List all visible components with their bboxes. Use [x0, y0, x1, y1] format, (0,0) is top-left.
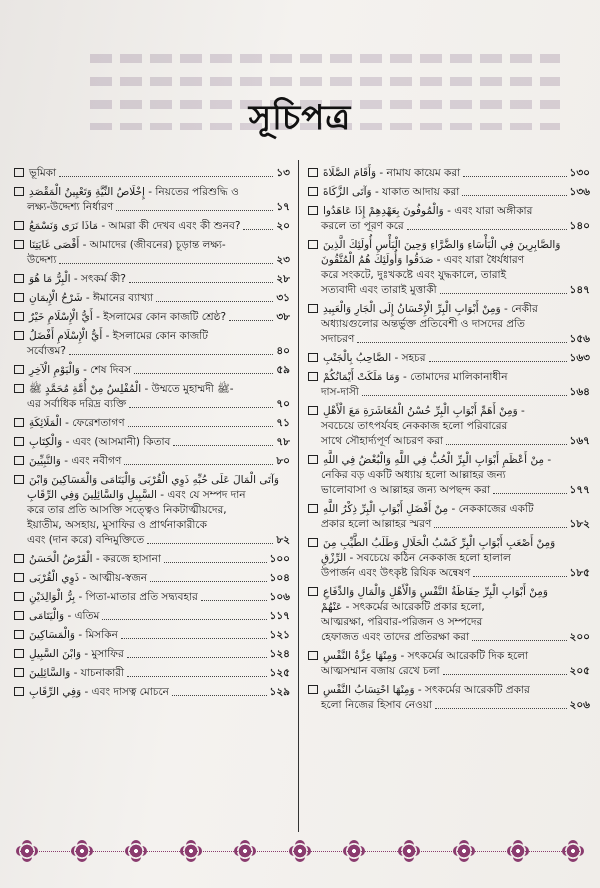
checkbox-square-icon	[308, 504, 318, 513]
toc-entry	[308, 585, 590, 645]
toc-entry-text: وَفِي الرِّقَابِ - এবং দাসত্ব মোচনে	[29, 686, 169, 698]
toc-entry-text: مِنْ أَفْضَلِ أَبْوَابِ الْبِرِّ ذِكْرُ اللَّهِ - নেককাজের একটি	[323, 503, 534, 515]
dot-leader	[69, 354, 273, 355]
toc-entry-text: وَآتَى الزَّكَاةَ - যাকাত আদায় করা	[323, 186, 460, 198]
toc-entry	[14, 291, 290, 306]
toc-entry-text: وَمِنْ أَبْوَابِ الْبِرِّ الْإِحْسَانُ إِلَى الْجَارِ وَالْعَبِيدِ - নেকীর	[323, 303, 538, 315]
toc-entry-text: الْبِرُّ مَا هُوَ - সৎকর্ম কী?	[29, 273, 126, 285]
flower-icon	[128, 843, 144, 859]
flower-icon	[346, 843, 362, 859]
checkbox-square-icon	[14, 573, 24, 582]
flower-icon	[183, 843, 199, 859]
checkbox-square-icon	[14, 274, 24, 283]
checkbox-square-icon	[14, 668, 24, 677]
toc-entry-text: الرِّزْقِ - সবচেয়ে কঠিন নেককাজ হলো হালাল	[321, 552, 511, 564]
toc-right-column	[308, 166, 590, 717]
toc-entry	[308, 370, 590, 400]
toc-page-number: ১৭	[276, 201, 290, 213]
toc-entry	[308, 204, 590, 234]
toc-entry	[308, 502, 590, 532]
toc-page-number: ১৬৭	[569, 435, 590, 447]
floral-footer-border	[0, 836, 600, 866]
toc-entry	[14, 329, 290, 359]
toc-page-number: ১৭৭	[569, 484, 590, 496]
flower-icon	[74, 843, 90, 859]
dot-leader	[124, 464, 273, 465]
toc-page-number: ২৩	[276, 254, 290, 266]
toc-entry	[14, 416, 290, 431]
checkbox-square-icon	[14, 456, 24, 465]
toc-entry-text: مِنْ أَعْظَمِ أَبْوَابِ الْبِرِّ الْحُبُّ فِي اللَّهِ وَالْبُغْضُ فِي اللَّهِ -	[323, 454, 552, 466]
toc-page-number: ১২৯	[269, 686, 290, 698]
dot-leader	[129, 282, 273, 283]
toc-entry-text: الْمُفْلِسُ مِنْ أُمَّةِ مُحَمَّدٍ ﷺ - উম্মতে মুহাম্মদী ﷺ-	[29, 383, 234, 395]
toc-entry	[14, 552, 290, 567]
toc-entry-text: সাথে সৌহার্দ্যপূর্ণ আচরণ করা	[321, 435, 444, 447]
checkbox-square-icon	[14, 312, 24, 321]
toc-entry-text: সবচেয়ে তাৎপর্যবহ নেককাজ হলো পরিবারের	[321, 420, 508, 432]
toc-entry-text: شَرْحُ الْإِيمَانِ - ঈমানের ব্যাখ্যা	[29, 292, 154, 304]
toc-entry	[14, 590, 290, 605]
checkbox-square-icon	[14, 331, 24, 340]
toc-page-number: ২০	[276, 220, 290, 232]
dot-leader	[434, 527, 566, 528]
toc-page-number: ২০৫	[569, 665, 590, 677]
toc-entry	[14, 628, 290, 643]
dot-leader	[446, 444, 567, 445]
toc-entry	[14, 310, 290, 325]
toc-entry-text: ইয়াতীম, অসহায়, মুসাফির ও প্রার্থনাকারীকে	[27, 519, 207, 531]
toc-entry-text: লক্ষ্য-উদ্দেশ্য নির্ধারণ	[27, 201, 114, 213]
toc-entry-text: وَالصَّابِرِينَ فِي الْبَأْسَاءِ وَالضَّرَّاءِ وَحِينَ الْبَأْسِ أُولَئِكَ الَّذِينَ	[323, 239, 561, 251]
toc-page-number: ১২১	[269, 629, 290, 641]
dot-leader	[362, 395, 567, 396]
checkbox-square-icon	[308, 187, 318, 196]
toc-entry	[14, 166, 290, 181]
toc-entry	[14, 647, 290, 662]
toc-entry	[308, 185, 590, 200]
dot-leader	[128, 426, 274, 427]
checkbox-square-icon	[14, 592, 24, 601]
checkbox-square-icon	[14, 384, 24, 393]
toc-entry-text: وَالسَّائِلِينَ - যাচনাকারী	[29, 667, 125, 679]
dot-leader	[407, 229, 567, 230]
checkbox-square-icon	[308, 168, 318, 177]
toc-entry	[14, 666, 290, 681]
toc-entry-text: أَيُّ الْإِسْلَامِ خَيْرٌ - ইসলামের কোন কাজটি শ্রেষ্ঠ?	[29, 311, 227, 323]
toc-entry	[14, 685, 290, 700]
toc-page-number: ১০৬	[269, 591, 290, 603]
dot-leader	[59, 176, 273, 177]
toc-entry-text: الْمَلَائِكَةِ - ফেরেশতাগণ	[29, 417, 125, 429]
toc-entry	[308, 649, 590, 679]
toc-entry-text: وَابْنَ السَّبِيلِ - মুসাফির	[29, 648, 124, 660]
toc-entry-text: أَقْصَى غَايَتِنَا - আমাদের (জীবনের) চূড়ান্ত লক্ষ্য-	[29, 239, 226, 251]
toc-entry	[14, 363, 290, 378]
toc-entry-text: করলে তা পূরণ করে	[321, 220, 404, 232]
toc-entry-text: ভালোবাসা ও আল্লাহর জন্য অপছন্দ করা	[321, 484, 491, 496]
dot-leader	[127, 657, 267, 658]
toc-entry-text: করে তার প্রতি আসক্তি সত্ত্বেও নিকটাত্মীয়দের,	[27, 504, 227, 516]
flower-icon	[401, 843, 417, 859]
column-divider	[298, 160, 299, 832]
dot-leader	[134, 373, 273, 374]
toc-entry-text: وَمِنْ أَصْعَبِ أَبْوَابِ الْبِرِّ كَسْبُ الْحَلَالِ وَطَلَبُ الطَّيِّبِ مِنَ	[323, 537, 556, 549]
checkbox-square-icon	[14, 649, 24, 658]
toc-entry	[14, 571, 290, 586]
toc-entry	[308, 536, 590, 581]
dot-leader	[147, 543, 273, 544]
toc-entry-text: হলো নিজের হিসাব নেওয়া	[321, 699, 433, 711]
toc-page-number: ৫৯	[276, 364, 290, 376]
toc-entry	[308, 453, 590, 498]
toc-entry	[14, 272, 290, 287]
dot-leader	[116, 210, 273, 211]
toc-entry	[14, 473, 290, 548]
toc-left-column	[14, 166, 290, 704]
toc-page-number: ৩৮	[276, 311, 290, 323]
checkbox-square-icon	[14, 293, 24, 302]
toc-entry-text: إِخْلَاصُ النِّيَّةِ وَتَعْيِينُ الْمَقْصَدِ - নিয়তের পরিশুদ্ধি ও	[29, 186, 239, 198]
checkbox-square-icon	[308, 372, 318, 381]
toc-entry-text: হেফাজত এবং তাদের প্রতিরক্ষা করা	[321, 631, 470, 643]
dot-leader	[127, 676, 266, 677]
toc-entry	[308, 683, 590, 713]
toc-entry-text: بِرُّ الْوَالِدَيْنِ - পিতা-মাতার প্রতি সদ্ব্যবহার	[29, 591, 198, 603]
toc-entry-text: আত্মসম্মান বজায় রেখে চলা	[321, 665, 440, 677]
toc-entry-text: وَالْمَسَاكِينَ - মিসকিন	[29, 629, 118, 641]
checkbox-square-icon	[14, 365, 24, 374]
toc-page-number: ৭৮	[276, 436, 290, 448]
toc-entry	[14, 238, 290, 268]
checkbox-square-icon	[14, 168, 24, 177]
toc-entry	[308, 351, 590, 366]
toc-entry-text: সত্যবাদী এবং তারাই মুত্তাকী	[321, 284, 437, 296]
dot-leader	[172, 695, 267, 696]
flower-icon	[456, 843, 472, 859]
dot-leader	[121, 638, 267, 639]
toc-entry-text: عَنْهُمْ - সৎকর্মের আরেকটি প্রকার হলো,	[321, 601, 485, 613]
toc-entry-text: নেকির বড় একটি অধ্যায় হলো আল্লাহর জন্য	[321, 469, 506, 481]
dot-leader	[129, 407, 273, 408]
checkbox-square-icon	[308, 240, 318, 249]
checkbox-square-icon	[14, 475, 24, 484]
toc-entry-text: ذَوِي الْقُرْبَى - আত্মীয়-স্বজন	[29, 572, 148, 584]
flower-icon	[510, 843, 526, 859]
dot-leader	[440, 293, 567, 294]
toc-entry-text: وَالْيَوْمِ الْآخِرِ - শেষ দিবস	[29, 364, 132, 376]
toc-entry-text: এর সর্বাধিক দরিদ্র ব্যক্তি	[27, 398, 127, 410]
toc-entry-text: প্রকার হলো আল্লাহর স্মরণ	[321, 518, 432, 530]
checkbox-square-icon	[14, 687, 24, 696]
toc-entry-text: অধ্যায়গুলোর অন্তর্ভুক্ত প্রতিবেশী ও দাসদের প্রতি	[321, 318, 525, 330]
toc-entry-text: صَدَقُوا وَأُولَئِكَ هُمُ الْمُتَّقُونَ - এবং যারা ধৈর্যধারণ	[321, 254, 525, 266]
dot-leader	[201, 600, 267, 601]
dot-leader	[173, 445, 273, 446]
toc-entry	[308, 302, 590, 347]
dot-leader	[243, 229, 273, 230]
checkbox-square-icon	[14, 437, 24, 446]
dot-leader	[156, 301, 273, 302]
toc-entry	[308, 238, 590, 298]
toc-entry-text: وَالْيَتَامَى - এতিম	[29, 610, 100, 622]
toc-page-number: ১৪৭	[569, 284, 590, 296]
toc-entry	[14, 435, 290, 450]
toc-entry-text: وَمِنْ أَبْوَابِ الْبِرِّ حِفَاظَةُ النَّفْسِ وَالْأَهْلِ وَالْمَالِ وَالدِّفَاعِ	[323, 586, 548, 598]
toc-entry-text: وَأَقَامَ الصَّلَاةَ - নামায কায়েম করা	[323, 167, 461, 179]
toc-entry	[14, 219, 290, 234]
toc-entry-text: الْقَرْضُ الْحَسَنُ - করজে হাসানা	[29, 553, 161, 565]
dot-leader	[150, 581, 266, 582]
dot-leader	[357, 342, 566, 343]
checkbox-square-icon	[308, 587, 318, 596]
checkbox-square-icon	[14, 554, 24, 563]
toc-entry-text: সদাচরণ	[321, 333, 355, 345]
toc-entry-text: الصَّاحِبُ بِالْجَنْبِ - সহচর	[323, 352, 426, 364]
dot-leader	[463, 176, 566, 177]
checkbox-square-icon	[14, 630, 24, 639]
flower-icon	[565, 843, 581, 859]
dot-leader	[472, 640, 566, 641]
toc-page-number: ১৮২	[569, 518, 590, 530]
dot-leader	[59, 263, 273, 264]
dot-leader	[435, 708, 566, 709]
toc-page-number: ১৫৬	[569, 333, 590, 345]
toc-page-number: ৮০	[276, 455, 290, 467]
toc-page-number: ২০৬	[569, 699, 590, 711]
toc-entry-text: وَآتَى الْمَالَ عَلَى حُبِّهِ ذَوِي الْقُرْبَى وَالْيَتَامَى وَالْمَسَاكِينَ وَابْنَ	[29, 474, 280, 486]
checkbox-square-icon	[308, 406, 318, 415]
checkbox-square-icon	[308, 685, 318, 694]
checkbox-square-icon	[14, 221, 24, 230]
toc-page-number: ১০৪	[269, 572, 290, 584]
checkbox-square-icon	[14, 611, 24, 620]
checkbox-square-icon	[308, 206, 318, 215]
toc-page-number: ১২৪	[269, 648, 290, 660]
toc-page-number: ৩১	[276, 292, 290, 304]
dot-leader	[229, 320, 273, 321]
checkbox-square-icon	[308, 304, 318, 313]
dot-leader	[443, 674, 567, 675]
toc-page-number: ২৮	[276, 273, 290, 285]
toc-entry-text: أَيُّ الْإِسْلَامِ أَفْضَلُ - ইসলামের কোন কাজটি	[29, 330, 208, 342]
dot-leader	[429, 361, 567, 362]
toc-entry-text: উপার্জন এবং উৎকৃষ্ট রিযিক অন্বেষণ	[321, 567, 471, 579]
toc-page-number: ১২৫	[269, 667, 290, 679]
toc-entry-text: مَاذَا نَرَى وَنَسْمَعُ - আমরা কী দেখব এবং কী শুনব?	[29, 220, 241, 232]
checkbox-square-icon	[308, 353, 318, 362]
checkbox-square-icon	[308, 651, 318, 660]
toc-page-number: ১৬৩	[569, 352, 590, 364]
checkbox-square-icon	[308, 455, 318, 464]
toc-entry-text: وَالْمُوفُونَ بِعَهْدِهِمْ إِذَا عَاهَدُوا - এবং যারা অঙ্গীকার	[323, 205, 533, 217]
toc-page-number: ১৮৫	[569, 567, 590, 579]
toc-page-number: ৭০	[276, 398, 290, 410]
toc-page-number: ১১৭	[269, 610, 290, 622]
toc-page-number: ১০০	[269, 553, 290, 565]
toc-entry-text: وَالنَّبِيِّينَ - এবং নবীগণ	[29, 455, 122, 467]
flower-icon	[237, 843, 253, 859]
toc-page-number: ১৪০	[569, 220, 590, 232]
flower-icon	[19, 843, 35, 859]
toc-entry-text: وَمِنْهَا احْتِسَابُ النَّفْسِ - সৎকর্মের আরেকটি প্রকার	[323, 684, 530, 696]
toc-entry-text: وَالْكِتَابِ - এবং (আসমানী) কিতাব	[29, 436, 171, 448]
toc-page-number: ১৩৬	[569, 186, 590, 198]
toc-entry-text: وَمَا مَلَكَتْ أَيْمَانُكُمْ - তোমাদের মালিকানাধীন	[323, 371, 508, 383]
toc-entry-text: সর্বোত্তম?	[27, 345, 66, 357]
dot-leader	[462, 195, 566, 196]
toc-entry	[14, 609, 290, 624]
checkbox-square-icon	[308, 538, 318, 547]
toc-entry	[308, 404, 590, 449]
checkbox-square-icon	[14, 418, 24, 427]
toc-entry-text: وَمِنْهَا عِزَّةُ النَّفْسِ - সৎকর্মের আরেকটি দিক হলো	[323, 650, 529, 662]
page-title: সূচিপত্র	[248, 98, 352, 138]
toc-entry-text: ভূমিকা	[29, 167, 57, 179]
toc-entry-text: উদ্দেশ্য	[27, 254, 57, 266]
toc-entry	[14, 454, 290, 469]
toc-entry-text: করে সংকটে, দুঃখকষ্টে এবং যুদ্ধকালে, তারাই	[321, 269, 507, 281]
dot-leader	[473, 576, 566, 577]
checkbox-square-icon	[14, 240, 24, 249]
toc-entry	[14, 185, 290, 215]
toc-entry-text: السَّبِيلِ وَالسَّائِلِينَ وَفِي الرِّقَابِ - এবং যে সম্পদ দান	[27, 489, 246, 501]
toc-entry-text: এবং (দান করে) বন্দিমুক্তিতে	[27, 534, 145, 546]
toc-entry	[308, 166, 590, 181]
toc-page-number: ১৩০	[569, 167, 590, 179]
toc-page-number: ১৩	[276, 167, 290, 179]
toc-page-number: ৭১	[276, 417, 290, 429]
toc-entry-text: আত্মরক্ষা, পরিবার-পরিজন ও সম্পদের	[321, 616, 483, 628]
toc-page-number: ৮২	[276, 534, 290, 546]
toc-entry	[14, 382, 290, 412]
checkbox-square-icon	[14, 187, 24, 196]
toc-page-number: ২০০	[569, 631, 590, 643]
toc-page-number: ১৬৪	[569, 386, 590, 398]
toc-entry-text: দাস-দাসী	[321, 386, 359, 398]
toc-entry-text: وَمِنْ أَهَمِّ أَبْوَابِ الْبِرِّ حُسْنُ الْمُعَاشَرَةِ مَعَ الْأَهْلِ -	[323, 405, 525, 417]
toc-page-number: ৪০	[276, 345, 290, 357]
dot-leader	[164, 562, 267, 563]
flower-icon	[292, 843, 308, 859]
dot-leader	[493, 493, 566, 494]
dot-leader	[102, 619, 266, 620]
